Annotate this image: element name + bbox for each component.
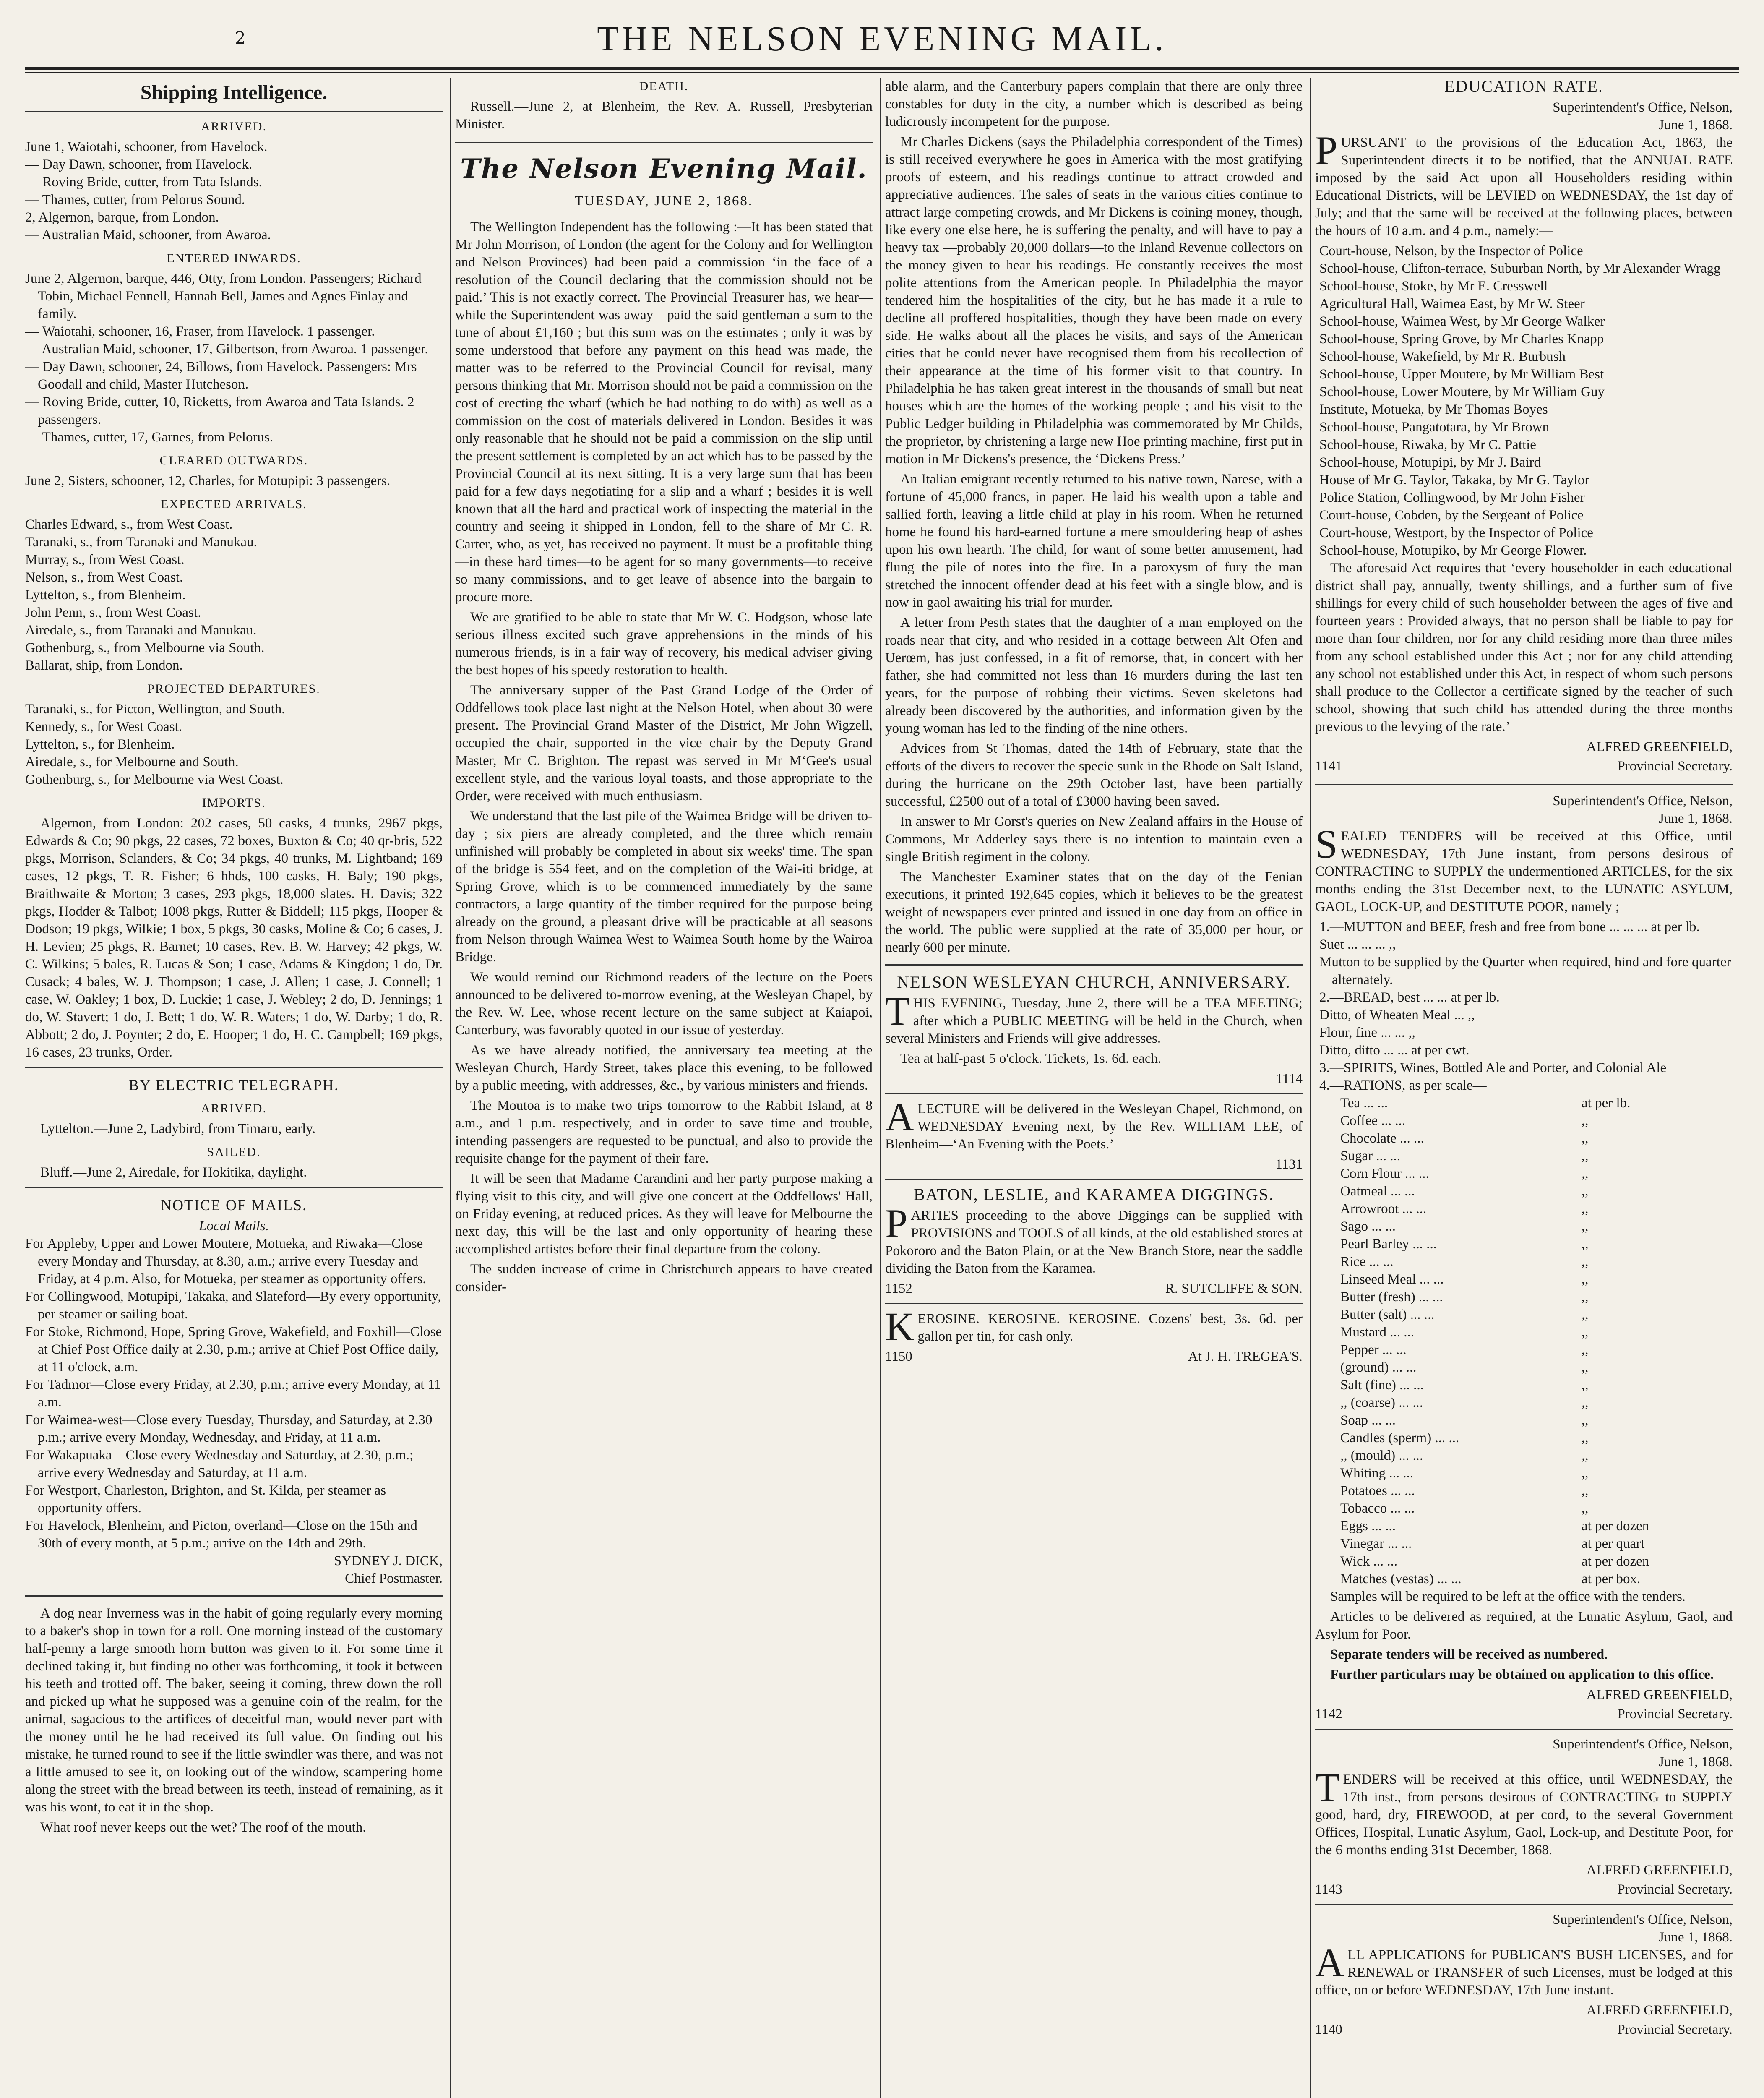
list-item: Court-house, Nelson, by the Inspector of Police [1319,243,1583,258]
ration-item: ,, (coarse) ... ... [1340,1395,1423,1410]
list-item: — Waiotahi, schooner, 16, Fraser, from Havelock. 1 passenger. [25,324,375,339]
ration-unit: ,, [1582,1466,1589,1481]
editorial-paragraph: The Wellington Independent has the following :—It has been stated that Mr John Morrison, of London (the agent for the Colony and for Wellington and Nelson Provinces) had been paid a commission ‘in the face of a resolution of the Council declaring that the commission should not be paid.’ This is not exactly correct. The Provincial Treasurer has, we hear—while the Superintendent was away—paid the said gentleman a sum to the tune of about £1,160 ; but this sum was on the estimates ; only it was by some understood that before any payment on this head was made, the matter was to be referred to the Provincial Council for revisal, many persons thinking that Mr. Morrison should not be paid a commission on the cost of erecting the wharf (which he had nothing to do with) as well as a commission on the cost of materials delivered in London. Besides it was only reasonable that he should not be paid a commission on the slip until the present settlement is completed by an act which has to be passed by the Provincial Council at its next sitting. It is a very large sum that has been paid for a few days negotiating for a slip and a wharf ; besides it is well known that all the hard and practical work of inspecting the material in the country and seeing it shipped in London, fell to the share of Mr C. R. Carter, who, as yet, has received no payment. It must be a profitable thing—in these hard times—to be agent for so many governments—to receive so many commissions, and to get leave of absence into the bargain to procure more. [455,219,873,605]
kerosine-ad-body: KEROSINE. KEROSINE. KEROSINE. Cozens' best, 3s. 6d. per gallon per tin, for cash only. [885,1304,1303,1349]
list-item: — Roving Bride, cutter, 10, Ricketts, from Awaroa and Tata Islands. 2 passengers. [25,394,414,427]
ration-row [1315,1130,1733,1147]
editorial-paragraph: We understand that the last pile of the Waimea Bridge will be driven to-day ; six piers are already completed, and the three which remain unfinished will probably be completed in about six weeks' time. The span of the bridge is 554 feet, and on the completion of the Wai-iti bridge, at Spring Grove, which is to be commenced immediately by the same contractors, a large quantity of the timber required for the purpose being already on the ground, a pleasant drive will be practicable at all seasons from Nelson through Waimea West to Waimea South home by the Wairoa Bridge. [455,809,873,965]
projected-list [25,700,443,788]
ration-row [1315,1570,1733,1588]
list-item: School-house, Waimea West, by Mr George Walker [1319,314,1605,329]
ad-number: 1142 [1315,1707,1342,1722]
column-rule [450,78,451,2098]
death-heading: DEATH. [639,79,689,93]
expected-list [25,516,443,674]
list-item: For Appleby, Upper and Lower Moutere, Motueka, and Riwaka—Close every Monday and Thursday, at 8.30, a.m.; arrive every Tuesday and Friday, at 4 p.m. Also, for Motueka, per steamer as opportunity offers. [25,1236,426,1286]
list-item: For Havelock, Blenheim, and Picton, overland—Close on the 15th and 30th of every month, at 5 p.m.; arrive on the 14th and 29th. [25,1518,417,1551]
ration-item: Pearl Barley ... ... [1340,1237,1437,1252]
ration-row [1315,1482,1733,1500]
editorial-paragraph: Advices from St Thomas, dated the 14th of February, state that the efforts of the divers to recover the specie sunk in the Rhode on Salt Island, during the hurricane on the 29th October last, have been partially successful, £2500 out of a total of £3000 having been saved. [885,741,1303,809]
divider [1315,783,1733,785]
ration-unit: at per dozen [1582,1519,1649,1534]
ad-number: 1152 [885,1281,912,1296]
column-2 [455,78,873,2098]
imports-text: Algernon, from London: 202 cases, 50 casks, 4 trunks, 2967 pkgs, Edwards & Co; 90 pkgs, 22 cases, 72 boxes, Buxton & Co; 40 qr-bris, 522 pkgs, Morrison, Sclanders, & Co; 34 pkgs, 40 trunks, M. Lightband; 169 cases, 12 pkgs, T. R. Fisher; 6 hhds, 100 casks, H. Baly; 190 pkgs, Braithwaite & Morton; 3 cases, 293 pkgs, 18,000 slates. H. Davis; 322 pkgs, Hodder & Talbot; 1008 pkgs, Rutter & Biddell; 115 pkgs, Hooper & Dodson; 19 pkgs, Wilkie; 1 box, 5 pkgs, 30 casks, Moline & Co; 6 cases, J. H. Levien; 25 pkgs, R. Barnet; 10 cases, Rev. B. W. Harvey; 42 pkgs, W. C. Wilkins; 5 bales, R. Lucas & Son; 1 case, Adams & Kingdon; 1 do, Dr. Cusack; 4 bales, W. J. Thompson; 1 case, J. Allen; 1 case, J. Connell; 1 case, W. Oakley; 1 box, D. Luckie; 1 case, J. Webley; 2 do, D. Jennings; 1 do, W. Stavert; 1 do, J. Bett; 1 do, W. R. Waters; 1 do, W. Darby; 1 do, R. Abbott; 2 do, J. Poynter; 2 do, E. Hooper; 1 do, H. C. Campbell; 169 pkgs, 16 cases, 23 trunks, Order. [25,816,443,1060]
date-line: June 1, 1868. [1659,811,1733,826]
signature: ALFRED GREENFIELD, [1586,1687,1733,1702]
editorial-paragraph: The Manchester Examiner states that on the day of the Fenian executions, it printed 192,645 copies, which it believes to be the greatest weight of newspapers ever printed and issued in one day from an office in the world. The public were supplied at the rate of 35,000 per hour, or nearly 600 per minute. [885,869,1303,955]
list-item: School-house, Pangatotara, by Mr Brown [1319,420,1550,435]
masthead [25,12,1739,66]
ad-number: 1131 [1275,1157,1303,1172]
ration-row [1315,1112,1733,1130]
list-item: Institute, Motueka, by Mr Thomas Boyes [1319,402,1548,417]
death-notice: Russell.—June 2, at Blenheim, the Rev. A. Russell, Presbyterian Minister. [455,99,873,132]
list-item: For Collingwood, Motupipi, Takaka, and Slateford—By every opportunity, per steamer or sailing boat. [25,1289,441,1322]
ration-unit: ,, [1582,1254,1589,1269]
masthead-rule [25,67,1739,73]
cleared-heading: CLEARED OUTWARDS. [159,454,308,467]
editorial-paragraph: An Italian emigrant recently returned to his native town, Narese, with a fortune of 45,000 francs, in paper. He laid his wealth upon a table and sallied forth, leaving a little child at play in his room. When he returned home he found his hard-earned fortune a mere smouldering heap of ashes upon his own hearth. The child, for want of some better amusement, had flung the pile of notes into the fire. In a paroxysm of fury the man stretched the innocent offender dead at his feet with a single blow, and is now in gaol awaiting his trial for murder. [885,472,1303,610]
projected-heading: PROJECTED DEPARTURES. [147,682,320,696]
list-item: June 1, Waiotahi, schooner, from Havelock. [25,139,268,154]
signature-title: Provincial Secretary. [1617,1707,1733,1722]
list-item: School-house, Lower Moutere, by Mr William Guy [1319,384,1605,399]
education-rate-heading: EDUCATION RATE. [1444,78,1603,96]
list-item: Police Station, Collingwood, by Mr John Fisher [1319,490,1585,505]
list-item: School-house, Riwaka, by Mr C. Pattie [1319,437,1536,452]
list-item: Lyttelton, s., from Blenheim. [25,587,186,603]
ration-item: Candles (sperm) ... ... [1340,1430,1459,1446]
wesleyan-ad-body: THIS EVENING, Tuesday, June 2, there will be a TEA MEETING; after which a PUBLIC MEETING will be held in the Church, when several Ministers and Friends will give addresses. [885,989,1303,1046]
ration-item: Coffee ... ... [1340,1113,1406,1128]
ration-row [1315,1323,1733,1341]
list-item: 1.—MUTTON and BEEF, fresh and free from bone ... ... ... at per lb. [1319,919,1700,934]
masthead-title: THE NELSON EVENING MAIL. [597,19,1167,58]
ration-row [1315,1341,1733,1359]
ration-unit: ,, [1582,1289,1589,1305]
ration-item: Vinegar ... ... [1340,1536,1412,1551]
ration-item: Sugar ... ... [1340,1148,1400,1164]
ration-unit: ,, [1582,1501,1589,1516]
office-line: Superintendent's Office, Nelson, [1553,1737,1733,1752]
ration-row [1315,1517,1733,1535]
list-item: 3.—SPIRITS, Wines, Bottled Ale and Porter, and Colonial Ale [1319,1060,1667,1075]
list-item: Charles Edward, s., from West Coast. [25,517,233,532]
ration-row [1315,1271,1733,1288]
list-item: Court-house, Cobden, by the Sergeant of Police [1319,508,1584,523]
list-item: Mutton to be supplied by the Quarter when required, hind and fore quarter alternately. [1319,955,1731,987]
list-item: School-house, Upper Moutere, by Mr William Best [1319,367,1604,382]
editorial-paragraph: The Moutoa is to make two trips tomorrow to the Rabbit Island, at 8 a.m., and 1 p.m. respectively, and in order to save time and trouble, intending passengers are requested to be punctual, and also to provide the requisite change for the payment of their fare. [455,1098,873,1166]
ration-unit: ,, [1582,1201,1589,1216]
mails-list [25,1235,443,1552]
ration-unit: ,, [1582,1430,1589,1446]
mails-signature-title: Chief Postmaster. [345,1571,443,1586]
ration-row [1315,1500,1733,1517]
ration-unit: at per lb. [1582,1096,1631,1111]
ration-item: Rice ... ... [1340,1254,1394,1269]
lecture-ad-body: ALECTURE will be delivered in the Wesleyan Chapel, Richmond, on WEDNESDAY Evening next, by the Rev. WILLIAM LEE, of Blenheim—‘An Evening with the Poets.’ [885,1094,1303,1152]
list-item: — Australian Maid, schooner, 17, Gilbertson, from Awaroa. 1 passenger. [25,342,428,357]
editorial-paragraph: It will be seen that Madame Carandini and her party purpose making a flying visit to this city, and will give one concert at the Oddfellows' Hall, on Friday evening, at reduced prices. As they will leave for Melbourne the next day, this will be the last and only opportunity of hearing these accomplished artistes before their final departure from the colony. [455,1171,873,1257]
imports-heading: IMPORTS. [202,796,266,810]
mails-subheading: Local Mails. [199,1219,269,1234]
dateline: TUESDAY, JUNE 2, 1868. [574,193,753,209]
ration-row [1315,1429,1733,1447]
ration-row [1315,1412,1733,1429]
divider [885,1303,1303,1304]
list-item: Ditto, of Wheaten Meal ... ,, [1319,1007,1475,1023]
collection-places [1315,242,1733,559]
ration-unit: ,, [1582,1483,1589,1498]
ration-item: Oatmeal ... ... [1340,1184,1415,1199]
ration-unit: ,, [1582,1395,1589,1410]
ration-unit: ,, [1582,1184,1589,1199]
education-rate-body: PURSUANT to the provisions of the Education Act, 1863, the Superintendent directs it to be notified, that the ANNUAL RATE imposed by the said Act upon all Householders residing within Educational Districts, will be LEVIED on WEDNESDAY, the 1st day of July; and that the same will be received at the following places, between the hours of 10 a.m. and 4 p.m., namely:— [1315,128,1733,238]
arrived-heading: ARRIVED. [201,120,267,133]
divider [455,141,873,143]
ration-row [1315,1306,1733,1323]
wesleyan-ad-heading: NELSON WESLEYAN CHURCH, ANNIVERSARY. [897,973,1291,992]
divider [885,1179,1303,1180]
list-item: Taranaki, s., for Picton, Wellington, and South. [25,702,285,717]
ration-unit: ,, [1582,1166,1589,1181]
telegraph-heading: BY ELECTRIC TELEGRAPH. [129,1077,339,1093]
list-item: Ballarat, ship, from London. [25,658,183,673]
ad-footer [1315,757,1733,775]
ration-row [1315,1447,1733,1464]
ration-row [1315,1218,1733,1235]
telegraph-arrived-heading: ARRIVED. [201,1101,267,1115]
tenders-note: Separate tenders will be received as numbered. [1330,1647,1608,1662]
ration-item: Soap ... ... [1340,1413,1396,1428]
editorial-paragraph: We would remind our Richmond readers of the lecture on the Poets announced to be delivered to-morrow evening, at the Wesleyan Chapel, by the Rev. W. Lee, whose recent lecture on the same subject at Kaiapoi, Canterbury, was favorably quoted in our issue of yesterday. [455,970,873,1038]
signature-title: Provincial Secretary. [1617,759,1733,774]
list-item: Suet ... ... ... ,, [1319,937,1396,952]
ration-unit: ,, [1582,1325,1589,1340]
ration-row [1315,1464,1733,1482]
list-item: For Waimea-west—Close every Tuesday, Thursday, and Saturday, at 2.30 p.m.; arrive every Monday, Wednesday, and Friday, at 11 a.m. [25,1412,433,1445]
office-line: Superintendent's Office, Nelson, [1553,793,1733,809]
list-item: For Tadmor—Close every Friday, at 2.30, p.m.; arrive every Monday, at 11 a.m. [25,1377,441,1410]
list-item: For Wakapuaka—Close every Wednesday and Saturday, at 2.30, p.m.; arrive every Wednesday and Saturday, at 11 a.m. [25,1448,414,1480]
ration-item: Sago ... ... [1340,1219,1396,1234]
divider [25,111,443,112]
ad-number: 1141 [1315,759,1342,774]
telegraph-arrived: Lyttelton.—June 2, Ladybird, from Timaru, early. [40,1121,315,1136]
editorial-paragraph: In answer to Mr Gorst's queries on New Zealand affairs in the House of Commons, Mr Adderley says there is no intention to maintain even a single British regiment in the colony. [885,814,1303,864]
list-item: Murray, s., from West Coast. [25,552,185,567]
ration-unit: ,, [1582,1148,1589,1164]
office-line: Superintendent's Office, Nelson, [1553,1912,1733,1927]
list-item: For Stoke, Richmond, Hope, Spring Grove, Wakefield, and Foxhill—Close at Chief Post Office daily at 2.30, p.m.; arrive at Chief Post Office daily, at 11 o'clock, a.m. [25,1324,442,1375]
ration-item: Potatoes ... ... [1340,1483,1415,1498]
date-line: June 1, 1868. [1659,117,1733,133]
dog-story: A dog near Inverness was in the habit of going regularly every morning to a baker's shop in town for a roll. One morning instead of the customary half-penny a large smooth horn button was given to it. For some time it declined taking it, but finding no other was forthcoming, it took it between his teeth and trotted off. The baker, seeing it coming, threw down the roll and picked up what he supposed was a genuine coin of the realm, for the animal, sagacious to the artifices of deceitful man, would never part with the money until he he had received its full value. On finding out his mistake, he turned round to see if the little swindler was there, and was not a little amused to see it, on looking out of the window, scampering home along the street with the bread between its teeth, instead of remaining, as it was his wont, to eat it in the shop. [25,1606,443,1815]
ration-item: (ground) ... ... [1340,1360,1417,1375]
divider [885,964,1303,966]
ration-item: Mustard ... ... [1340,1325,1414,1340]
editorial-paragraph: The anniversary supper of the Past Grand Lodge of the Order of Oddfellows took place last night at the Nelson Hotel, when about 30 were present. The Provincial Grand Master of the District, Mr John Wigzell, occupied the chair, supported in the vice chair by the Deputy Grand Master, Mr C. Brighton. The repast was served in Mr M‘Gee's usual excellent style, and the various loyal toasts, and those appropriate to the Order, were received with much enthusiasm. [455,683,873,804]
ration-item: Wick ... ... [1340,1554,1398,1569]
office-line: Superintendent's Office, Nelson, [1553,100,1733,115]
column-rule [880,78,881,2098]
ration-item: Chocolate ... ... [1340,1131,1424,1146]
ad-footer [1315,1881,1733,1898]
tenders-note: Samples will be required to be left at the office with the tenders. [1330,1589,1686,1604]
paper-title: The Nelson Evening Mail. [460,153,868,185]
list-item: School-house, Clifton-terrace, Suburban North, by Mr Alexander Wragg [1319,261,1721,276]
ration-row [1315,1235,1733,1253]
divider [1315,1729,1733,1730]
ration-item: Whiting ... ... [1340,1466,1414,1481]
date-line: June 1, 1868. [1659,1754,1733,1769]
ration-row [1315,1253,1733,1271]
column-rule [1310,78,1311,2098]
divider [25,1067,443,1068]
ad-signature: R. SUTCLIFFE & SON. [1165,1281,1303,1296]
list-item: Nelson, s., from West Coast. [25,570,183,585]
diggings-ad-body: PARTIES proceeding to the above Diggings can be supplied with PROVISIONS and TOOLS of all kinds, at the old established stores at Pokororo and the Baton Plain, or at the New Branch Store, near the saddle dividing the Baton from the Karamea. [885,1201,1303,1276]
list-item: 2.—BREAD, best ... ... at per lb. [1319,990,1500,1005]
tenders-note: Articles to be delivered as required, at the Lunatic Asylum, Gaol, and Asylum for Poor. [1315,1609,1733,1642]
editorial-paragraph: We are gratified to be able to state that Mr W. C. Hodgson, whose late serious illness excited such grave apprehensions in the minds of his numerous friends, is in a fair way of recovery, his medical adviser giving the best hopes of his speedy restoration to health. [455,610,873,678]
signature-title: Provincial Secretary. [1617,1882,1733,1897]
list-item: School-house, Stoke, by Mr E. Cresswell [1319,279,1548,294]
ration-unit: ,, [1582,1237,1589,1252]
shipping-heading: Shipping Intelligence. [140,81,328,104]
list-item: Agricultural Hall, Waimea East, by Mr W. Steer [1319,296,1585,311]
list-item: Gothenburg, s., for Melbourne via West Coast. [25,772,284,787]
list-item: 4.—RATIONS, as per scale— [1319,1078,1487,1093]
ad-number: 1143 [1315,1882,1342,1897]
column-1 [25,78,443,2098]
ad-footer [1315,1705,1733,1723]
ration-row [1315,1094,1733,1112]
ration-unit: at per box. [1582,1571,1641,1587]
editorial-paragraph: able alarm, and the Canterbury papers complain that there are only three constables for duty in the city, a number which is described as being ludicrously incompetent for the purpose. [885,79,1303,129]
signature: ALFRED GREENFIELD, [1586,2003,1733,2018]
rations-table [1315,1094,1733,1588]
list-item: Kennedy, s., for West Coast. [25,719,182,734]
mails-heading: NOTICE OF MAILS. [160,1197,307,1213]
signature-title: Provincial Secretary. [1617,2022,1733,2037]
list-item: — Australian Maid, schooner, from Awaroa. [25,227,271,243]
ration-unit: ,, [1582,1272,1589,1287]
column-4 [1315,78,1733,2098]
ration-item: Linseed Meal ... ... [1340,1272,1444,1287]
ration-row [1315,1553,1733,1570]
ration-unit: ,, [1582,1413,1589,1428]
ad-footer [885,1280,1303,1297]
signature: ALFRED GREENFIELD, [1586,1863,1733,1878]
arrived-list [25,138,443,244]
list-item: Taranaki, s., from Taranaki and Manukau. [25,535,257,550]
editorial-paragraph: Mr Charles Dickens (says the Philadelphia correspondent of the Times) is still received everywhere he goes in America with the most gratifying proofs of esteem, and his readings continue to attract crowded and appreciative audiences. The sales of seats in the various cities continue to attract large competing crowds, and Mr Dickens is coining money, though, like every one else here, he is suffering the penalty, and will have to pay a heavy tax —probably 20,000 dollars—to the Inland Revenue collectors on the money given to hear his readings. He constantly receives the most polite attentions from the American people. In Philadelphia the mayor tendered him the hospitalities of the city, but he has made it a rule to decline all proffered hospitalities, though they have been made on every side. He walks about all the places he visits, and says of the American cities that he could never have recognised them from his recollection of their appearance at the time of his former visit to that country. In Philadelphia he has taken great interest in the thousands of small but neat houses which are the homes of the working people ; and his visit to the Public Ledger building in Philadelphia was commemorated by Mr Childs, the proprietor, by christening a large new Hoe printing machine, first put in motion in Mr Dickens's presence, the ‘Dickens Press.’ [885,134,1303,467]
list-item: Airedale, s., for Melbourne and South. [25,754,239,770]
list-item: School-house, Spring Grove, by Mr Charles Knapp [1319,331,1604,347]
ad-number: 1140 [1315,2022,1342,2037]
divider [1315,1904,1733,1905]
list-item: — Day Dawn, schooner, from Havelock. [25,157,253,172]
editorial-paragraph: A letter from Pesth states that the daughter of a man employed on the roads near that city, and who resided in a cottage between Alt Ofen and Uerœm, has just confessed, in a fit of remorse, that, in concert with her father, she had committed not less than 16 murders during the last ten years, for the purpose of robbing their victims. Seven skeletons had already been discovered by the authorities, and information given by the young woman has led to the finding of the nine others. [885,615,1303,736]
ad-footer [1315,2021,1733,2038]
entered-list [25,270,443,446]
ad-number: 1150 [885,1349,912,1364]
list-item: Flour, fine ... ... ,, [1319,1025,1415,1040]
date-line: June 1, 1868. [1659,1930,1733,1945]
expected-heading: EXPECTED ARRIVALS. [161,497,307,511]
ration-unit: ,, [1582,1219,1589,1234]
ad-number: 1114 [1276,1071,1303,1086]
ration-row [1315,1200,1733,1218]
ration-item: Salt (fine) ... ... [1340,1378,1424,1393]
ration-item: Butter (salt) ... ... [1340,1307,1435,1322]
list-item: Court-house, Westport, by the Inspector of Police [1319,525,1593,540]
list-item: For Westport, Charleston, Brighton, and St. Kilda, per steamer as opportunity offers. [25,1483,386,1516]
ration-unit: ,, [1582,1113,1589,1128]
firewood-tenders-body: TENDERS will be received at this office, until WEDNESDAY, the 17th inst., from persons desirous of CONTRACTING to SUPPLY good, hard, dry, FIREWOOD, at per cord, to the several Government Offices, Hospital, Lunatic Asylum, Gaol, Lock-up, and Destitute Poor, for the 6 months ending 31st December, 1868. [1315,1765,1733,1858]
list-item: School-house, Wakefield, by Mr R. Burbush [1319,349,1566,364]
ration-row [1315,1359,1733,1376]
ration-row [1315,1288,1733,1306]
list-item: — Roving Bride, cutter, from Tata Islands. [25,175,262,190]
telegraph-sailed: Bluff.—June 2, Airedale, for Hokitika, daylight. [40,1165,307,1180]
diggings-ad-heading: BATON, LESLIE, and KARAMEA DIGGINGS. [913,1185,1274,1204]
ration-item: Arrowroot ... ... [1340,1201,1427,1216]
ration-unit: ,, [1582,1131,1589,1146]
editorial-paragraph: The sudden increase of crime in Christchurch appears to have created consider- [455,1262,873,1294]
ration-item: Tobacco ... ... [1340,1501,1415,1516]
ration-row [1315,1165,1733,1182]
list-item: Ditto, ditto ... ... at per cwt. [1319,1043,1470,1058]
ration-item: ,, (mould) ... ... [1340,1448,1423,1463]
riddle: What roof never keeps out the wet? The roof of the mouth. [40,1820,366,1835]
ration-unit: ,, [1582,1448,1589,1463]
list-item: June 2, Sisters, schooner, 12, Charles, for Motupipi: 3 passengers. [25,473,391,488]
ad-signature: At J. H. TREGEA'S. [1188,1349,1303,1364]
ration-item: Pepper ... ... [1340,1342,1407,1357]
entered-heading: ENTERED INWARDS. [167,251,301,265]
ration-row [1315,1376,1733,1394]
list-item: 2, Algernon, barque, from London. [25,210,219,225]
ration-item: Tea ... ... [1340,1096,1388,1111]
list-item: June 2, Algernon, barque, 446, Otty, from London. Passengers; Richard Tobin, Michael Fennell, Hannah Bell, James and Agnes Finlay and family. [25,271,422,321]
list-item: — Day Dawn, schooner, 24, Billows, from Havelock. Passengers: Mrs Goodall and child, Master Hutcheson. [25,359,417,392]
list-item: School-house, Motupipi, by Mr J. Baird [1319,455,1541,470]
ration-item: Corn Flour ... ... [1340,1166,1429,1181]
ration-unit: ,, [1582,1307,1589,1322]
ration-item: Eggs ... ... [1340,1519,1396,1534]
telegraph-sailed-heading: SAILED. [207,1145,261,1159]
ration-unit: at per dozen [1582,1554,1649,1569]
list-item: Lyttelton, s., for Blenheim. [25,737,175,752]
ration-row [1315,1182,1733,1200]
ration-row [1315,1394,1733,1412]
list-item: Gothenburg, s., from Melbourne via South. [25,640,265,655]
ration-unit: ,, [1582,1378,1589,1393]
education-rate-note: The aforesaid Act requires that ‘every householder in each educational district shall pay, annually, twenty shillings, and a further sum of five shillings for every child of such householder between the ages of five and fourteen years : Provided always, that no person shall be liable to pay for more than four children, nor for any child residing more than three miles from any school established under this Act ; nor for any child attending any school not established under this Act, in respect of whom such persons shall produce to the Collector a certificate signed by the teacher of such school, showing that such child has attended during the three months previous to the levying of the rate.’ [1315,561,1733,734]
tenders-note: Further particulars may be obtained on application to this office. [1330,1667,1714,1682]
page-number: 2 [235,29,246,48]
tender-items [1315,918,1733,1094]
ad-footer [885,1348,1303,1365]
list-item: — Thames, cutter, from Pelorus Sound. [25,192,245,207]
ration-unit: ,, [1582,1360,1589,1375]
ration-row [1315,1535,1733,1553]
mails-signature: SYDNEY J. DICK, [334,1553,443,1568]
editorial-paragraph: As we have already notified, the anniversary tea meeting at the Wesleyan Church, Hardy Street, takes place this evening, to be followed by a public meeting, with addresses, &c., by various ministers and friends. [455,1043,873,1093]
list-item: House of Mr G. Taylor, Takaka, by Mr G. Taylor [1319,472,1589,488]
licenses-body: ALL APPLICATIONS for PUBLICAN'S BUSH LICENSES, and for RENEWAL or TRANSFER of such Licenses, must be lodged at this office, on or before WEDNESDAY, 17th June instant. [1315,1940,1733,1998]
list-item: — Thames, cutter, 17, Garnes, from Pelorus. [25,430,274,445]
ration-item: Butter (fresh) ... ... [1340,1289,1443,1305]
column-3 [885,78,1303,2098]
divider [25,1595,443,1597]
divider [885,1093,1303,1094]
tenders-body: SEALED TENDERS will be received at this Office, until WEDNESDAY, 17th June instant, from persons desirous of CONTRACTING to SUPPLY the undermentioned ARTICLES, for the six months ending the 31st December next, to the LUNATIC ASYLUM, GAOL, LOCK-UP, and DESTITUTE POOR, namely ; [1315,822,1733,914]
ration-item: Matches (vestas) ... ... [1340,1571,1462,1587]
divider [25,1187,443,1188]
ration-row [1315,1147,1733,1165]
signature: ALFRED GREENFIELD, [1586,739,1733,754]
list-item: Airedale, s., from Taranaki and Manukau. [25,623,257,638]
list-item: John Penn, s., from West Coast. [25,605,201,620]
list-item: School-house, Motupiko, by Mr George Flower. [1319,543,1587,558]
ration-unit: ,, [1582,1342,1589,1357]
ration-unit: at per quart [1582,1536,1645,1551]
wesleyan-ad-tickets: Tea at half-past 5 o'clock. Tickets, 1s. 6d. each. [900,1051,1162,1066]
